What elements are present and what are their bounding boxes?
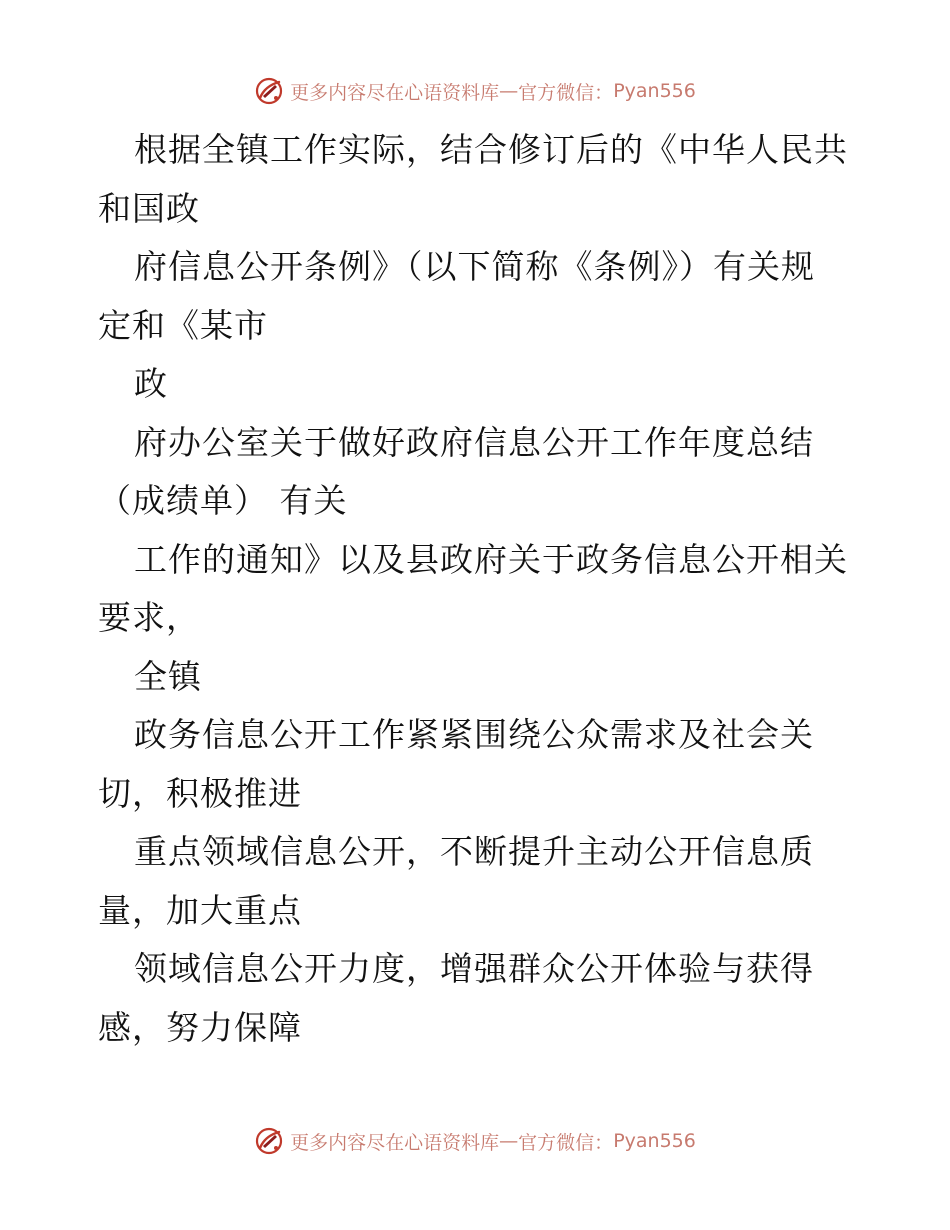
watermark-text: 更多内容尽在心语资料库 (290, 81, 500, 104)
watermark-dash: — (499, 1130, 519, 1152)
watermark-text: 更多内容尽在心语资料库 (290, 1131, 500, 1154)
body-line: 和国政 (98, 188, 200, 228)
body-line: 工作的通知》以及县政府关于政务信息公开相关 (134, 539, 848, 579)
body-line: 定和《某市 (98, 305, 268, 345)
body-line: 感，努力保障 (98, 1007, 302, 1047)
watermark-wechat-label: 官方微信： (518, 1131, 614, 1154)
body-line: 府办公室关于做好政府信息公开工作年度总结 (134, 422, 814, 462)
pen-swirl-logo-icon (254, 76, 284, 106)
watermark-wechat-id: Pyan556 (613, 1130, 696, 1152)
body-line: 领域信息公开力度，增强群众公开体验与获得 (134, 949, 814, 988)
body-line: 政 (134, 364, 168, 403)
body-line: 根据全镇工作实际，结合修订后的《中华人民共 (134, 130, 848, 169)
watermark-dash: — (499, 80, 519, 102)
body-line: 切，积极推进 (98, 773, 302, 813)
watermark-wechat-id: Pyan556 (613, 80, 696, 102)
body-line: （成绩单） 有关 (98, 481, 348, 520)
body-line: 要求， (98, 598, 200, 637)
watermark-wechat-label: 官方微信： (518, 81, 614, 104)
watermark-header (0, 71, 950, 111)
watermark-footer (0, 1121, 950, 1161)
body-line: 全镇 (134, 656, 202, 696)
body-line: 重点领域信息公开，不断提升主动公开信息质 (134, 832, 814, 871)
body-line: 量，加大重点 (98, 890, 302, 930)
document-body (98, 121, 898, 1057)
body-line: 政务信息公开工作紧紧围绕公众需求及社会关 (134, 715, 814, 754)
body-line: 府信息公开条例》（以下简称《条例》）有关规 (134, 247, 815, 286)
pen-swirl-logo-icon (254, 1126, 284, 1156)
